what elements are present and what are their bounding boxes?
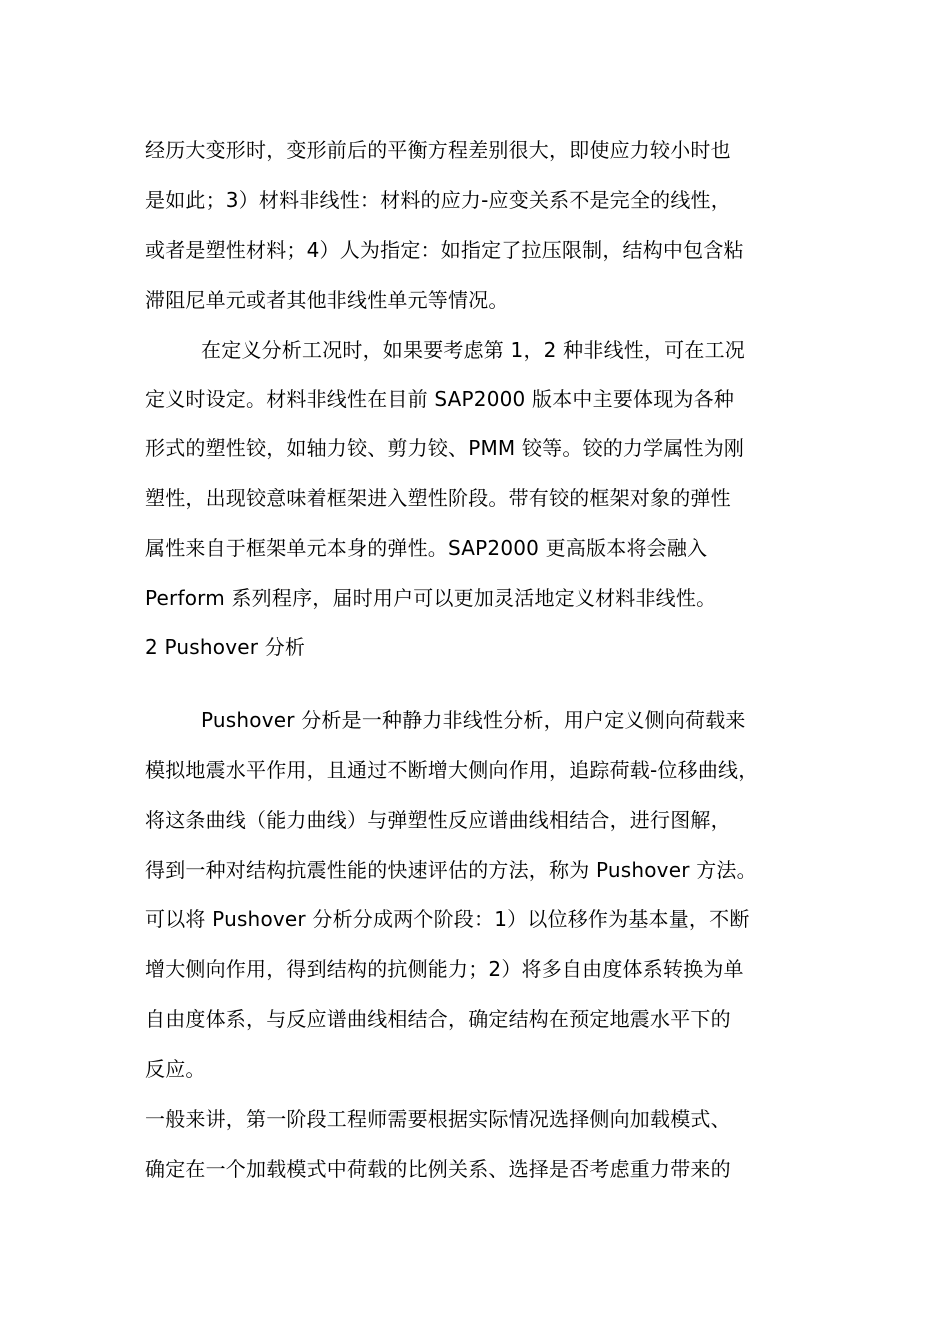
text-line: 滞阻尼单元或者其他非线性单元等情况。: [145, 288, 509, 312]
text-line: 得到一种对结构抗震性能的快速评估的方法，称为 Pushover 方法。: [145, 858, 757, 882]
text-line: Perform 系列程序，届时用户可以更加灵活地定义材料非线性。: [145, 586, 717, 610]
text-line: 塑性，出现铰意味着框架进入塑性阶段。带有铰的框架对象的弹性: [145, 486, 731, 510]
paragraph-first-line: 在定义分析工况时，如果要考虑第 1，2 种非线性，可在工况: [201, 338, 745, 362]
text-line: 将这条曲线（能力曲线）与弹塑性反应谱曲线相结合，进行图解，: [145, 808, 731, 832]
text-line: 反应。: [145, 1057, 206, 1081]
text-line: 是如此；3）材料非线性：材料的应力-应变关系不是完全的线性，: [145, 188, 731, 212]
text-line: 可以将 Pushover 分析分成两个阶段：1）以位移作为基本量，不断: [145, 907, 750, 931]
text-line: 确定在一个加载模式中荷载的比例关系、选择是否考虑重力带来的: [145, 1157, 731, 1181]
section-heading: 2 Pushover 分析: [145, 635, 306, 659]
text-line: 自由度体系，与反应谱曲线相结合，确定结构在预定地震水平下的: [145, 1007, 731, 1031]
text-line: 经历大变形时，变形前后的平衡方程差别很大，即使应力较小时也: [145, 138, 731, 162]
text-line: 或者是塑性材料；4）人为指定：如指定了拉压限制，结构中包含粘: [145, 238, 744, 262]
text-line: 模拟地震水平作用，且通过不断增大侧向作用，追踪荷载-位移曲线，: [145, 758, 759, 782]
text-line: 定义时设定。材料非线性在目前 SAP2000 版本中主要体现为各种: [145, 387, 735, 411]
paragraph-first-line: Pushover 分析是一种静力非线性分析，用户定义侧向荷载来: [201, 708, 746, 732]
paragraph-first-line: 一般来讲，第一阶段工程师需要根据实际情况选择侧向加载模式、: [145, 1107, 731, 1131]
text-line: 属性来自于框架单元本身的弹性。SAP2000 更高版本将会融入: [145, 536, 708, 560]
text-line: 增大侧向作用，得到结构的抗侧能力；2）将多自由度体系转换为单: [145, 957, 744, 981]
text-line: 形式的塑性铰，如轴力铰、剪力铰、PMM 铰等。铰的力学属性为刚: [145, 436, 745, 460]
